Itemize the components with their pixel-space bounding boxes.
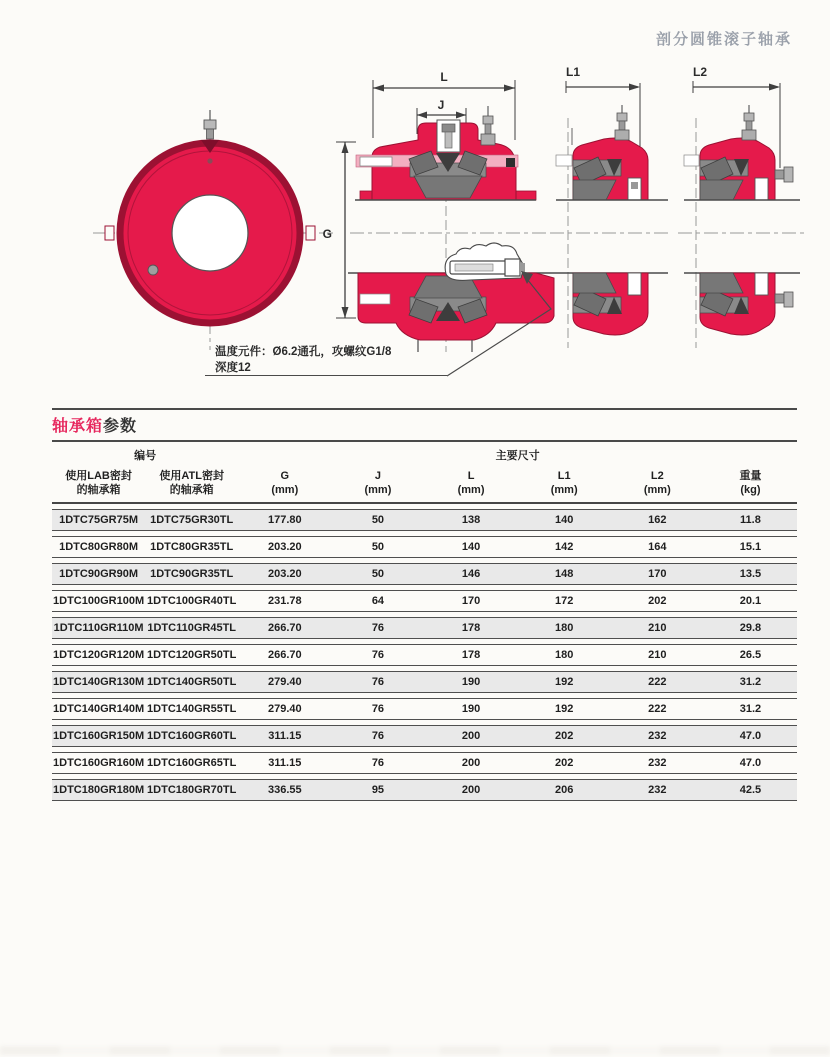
side-bolt-top [775, 170, 784, 179]
table-row [52, 752, 797, 774]
L2-bottom-half [684, 273, 800, 335]
cell-l: 200 [425, 779, 518, 801]
cell-g: 203.20 [238, 536, 331, 558]
cell-l2: 222 [611, 671, 704, 693]
col-header-lab [52, 470, 145, 504]
col-g-line1: G [280, 470, 290, 482]
col-header-g [238, 470, 331, 504]
cell-atl-code: 1DTC90GR35TL [145, 563, 238, 585]
col-l1-line2: (mm) [550, 483, 578, 496]
housing-parameters-table [52, 444, 797, 806]
bearing-housing-drawing [0, 60, 830, 405]
cell-lab-code: 1DTC140GR130M [52, 671, 145, 693]
table-row [52, 644, 797, 666]
cell-atl-code: 1DTC80GR35TL [145, 536, 238, 558]
cell-weight: 26.5 [704, 644, 797, 666]
col-j-line1: J [374, 470, 381, 482]
hand-tool-detail [445, 243, 525, 280]
group-header-dims: 主要尺寸 [495, 450, 540, 463]
cell-l: 140 [425, 536, 518, 558]
cell-atl-code: 1DTC160GR65TL [145, 752, 238, 774]
col-g-line2: (mm) [271, 483, 299, 496]
cell-atl-code: 1DTC110GR45TL [145, 617, 238, 639]
grease-nipple-L2 [742, 105, 756, 140]
cell-l: 146 [425, 563, 518, 585]
col-l2-line1: L2 [650, 470, 664, 482]
section-view-L1 [550, 65, 672, 348]
page-bottom-artifact [0, 1046, 830, 1055]
svg-text:L1: L1 [566, 65, 581, 79]
svg-text:L2: L2 [693, 65, 708, 79]
col-header-l [425, 470, 518, 504]
cell-lab-code: 1DTC140GR140M [52, 698, 145, 720]
cell-l: 178 [425, 617, 518, 639]
temp-element-annotation-line1: 温度元件：Ø6.2通孔，攻螺纹G1/8 [215, 346, 392, 358]
cell-l2: 164 [611, 536, 704, 558]
col-lab-line2: 的轴承箱 [76, 483, 121, 496]
section-top-half [355, 106, 536, 200]
col-j-line2: (mm) [364, 483, 392, 496]
cell-l2: 170 [611, 563, 704, 585]
cell-weight: 20.1 [704, 590, 797, 612]
technical-drawing-svg [0, 60, 830, 405]
housing-parameters-table-wrap [52, 444, 797, 806]
cell-j: 50 [331, 509, 424, 531]
cell-lab-code: 1DTC100GR100M [52, 590, 145, 612]
svg-text:L: L [440, 70, 448, 84]
table-row [52, 536, 797, 558]
cell-l2: 232 [611, 779, 704, 801]
cell-l1: 180 [518, 617, 611, 639]
col-l-line2: (mm) [457, 483, 485, 496]
section-title-red: 轴承箱 [52, 418, 104, 435]
cell-l2: 210 [611, 644, 704, 666]
col-atl-line2: 的轴承箱 [169, 483, 214, 496]
cell-g: 279.40 [238, 698, 331, 720]
cell-l2: 202 [611, 590, 704, 612]
col-weight-line1: 重量 [739, 470, 762, 482]
col-l-line1: L [467, 470, 475, 482]
grease-nipple-L1 [615, 105, 629, 140]
cell-atl-code: 1DTC140GR50TL [145, 671, 238, 693]
cell-l1: 140 [518, 509, 611, 531]
cell-atl-code: 1DTC180GR70TL [145, 779, 238, 801]
cell-l1: 192 [518, 671, 611, 693]
table-row [52, 725, 797, 747]
section-title [52, 413, 137, 436]
table-row [52, 617, 797, 639]
col-atl-line1: 使用ATL密封 [159, 470, 224, 482]
cell-l: 200 [425, 725, 518, 747]
split-notch-left [105, 226, 114, 240]
cell-weight: 13.5 [704, 563, 797, 585]
cell-g: 311.15 [238, 752, 331, 774]
cell-weight: 29.8 [704, 617, 797, 639]
page-header-title: 剖分圆锥滚子轴承 [655, 31, 792, 48]
table-row [52, 779, 797, 801]
section-divider-bottom [52, 440, 797, 442]
L1-top-half [556, 105, 668, 200]
section-view-L2 [678, 65, 805, 348]
cell-l2: 162 [611, 509, 704, 531]
cell-l1: 206 [518, 779, 611, 801]
col-l1-line1: L1 [557, 470, 571, 482]
table-row [52, 563, 797, 585]
cell-lab-code: 1DTC120GR120M [52, 644, 145, 666]
col-l2-line2: (mm) [643, 483, 671, 496]
cell-j: 76 [331, 725, 424, 747]
table-row [52, 671, 797, 693]
cell-atl-code: 1DTC120GR50TL [145, 644, 238, 666]
table-header [52, 449, 797, 504]
col-header-weight [704, 470, 797, 504]
section-divider-top [52, 408, 797, 410]
bore-hole [172, 195, 248, 271]
cell-lab-code: 1DTC160GR150M [52, 725, 145, 747]
cell-l1: 192 [518, 698, 611, 720]
cell-l2: 232 [611, 725, 704, 747]
svg-text:J: J [437, 98, 445, 112]
cell-g: 203.20 [238, 563, 331, 585]
cell-atl-code: 1DTC160GR60TL [145, 725, 238, 747]
cell-lab-code: 1DTC80GR80M [52, 536, 145, 558]
side-bolt-bottom [775, 294, 784, 303]
cell-l2: 210 [611, 617, 704, 639]
temp-element-annotation-line2: 深度12 [215, 362, 251, 374]
cell-weight: 31.2 [704, 698, 797, 720]
cell-g: 231.78 [238, 590, 331, 612]
cell-l: 200 [425, 752, 518, 774]
cell-atl-code: 1DTC140GR55TL [145, 698, 238, 720]
cell-j: 76 [331, 698, 424, 720]
cell-g: 266.70 [238, 617, 331, 639]
cell-weight: 47.0 [704, 725, 797, 747]
section-title-black: 参数 [103, 418, 138, 435]
cell-j: 76 [331, 617, 424, 639]
split-notch-right [306, 226, 315, 240]
cell-l1: 172 [518, 590, 611, 612]
L1-bottom-half [556, 273, 668, 335]
cell-j: 95 [331, 779, 424, 801]
cell-l1: 202 [518, 752, 611, 774]
cell-j: 50 [331, 563, 424, 585]
col-header-atl [145, 470, 238, 504]
cell-l: 178 [425, 644, 518, 666]
cell-j: 64 [331, 590, 424, 612]
cell-j: 76 [331, 671, 424, 693]
annotation-underline [205, 375, 447, 376]
cell-lab-code: 1DTC90GR90M [52, 563, 145, 585]
cell-weight: 47.0 [704, 752, 797, 774]
dim-G [323, 142, 356, 318]
cell-g: 336.55 [238, 779, 331, 801]
group-header-id: 编号 [134, 450, 157, 463]
cell-weight: 15.1 [704, 536, 797, 558]
col-header-l2 [611, 470, 704, 504]
cell-weight: 11.8 [704, 509, 797, 531]
cell-l1: 148 [518, 563, 611, 585]
cell-g: 279.40 [238, 671, 331, 693]
cell-l1: 180 [518, 644, 611, 666]
col-lab-line1: 使用LAB密封 [65, 470, 132, 482]
cell-l: 190 [425, 698, 518, 720]
cell-lab-code: 1DTC160GR160M [52, 752, 145, 774]
cell-j: 50 [331, 536, 424, 558]
cell-l2: 222 [611, 698, 704, 720]
section-view-main [348, 70, 556, 376]
col-header-j [331, 470, 424, 504]
cell-l: 170 [425, 590, 518, 612]
cell-l1: 202 [518, 725, 611, 747]
grease-nipple-section [481, 106, 495, 145]
cell-l: 190 [425, 671, 518, 693]
cell-l2: 232 [611, 752, 704, 774]
col-weight-line2: (kg) [740, 483, 761, 496]
cell-l: 138 [425, 509, 518, 531]
cell-l1: 142 [518, 536, 611, 558]
front-view [93, 110, 333, 350]
cell-lab-code: 1DTC180GR180M [52, 779, 145, 801]
cell-j: 76 [331, 644, 424, 666]
L2-top-half [684, 105, 800, 200]
cell-g: 266.70 [238, 644, 331, 666]
cell-atl-code: 1DTC100GR40TL [145, 590, 238, 612]
svg-text:G: G [322, 227, 332, 241]
table-row [52, 590, 797, 612]
table-body [52, 509, 797, 801]
col-header-l1 [518, 470, 611, 504]
cell-weight: 42.5 [704, 779, 797, 801]
cell-g: 177.80 [238, 509, 331, 531]
cell-j: 76 [331, 752, 424, 774]
cell-g: 311.15 [238, 725, 331, 747]
cell-lab-code: 1DTC110GR110M [52, 617, 145, 639]
table-row [52, 509, 797, 531]
cell-lab-code: 1DTC75GR75M [52, 509, 145, 531]
cell-weight: 31.2 [704, 671, 797, 693]
table-row [52, 698, 797, 720]
dowel-hole [148, 265, 158, 275]
cell-atl-code: 1DTC75GR30TL [145, 509, 238, 531]
